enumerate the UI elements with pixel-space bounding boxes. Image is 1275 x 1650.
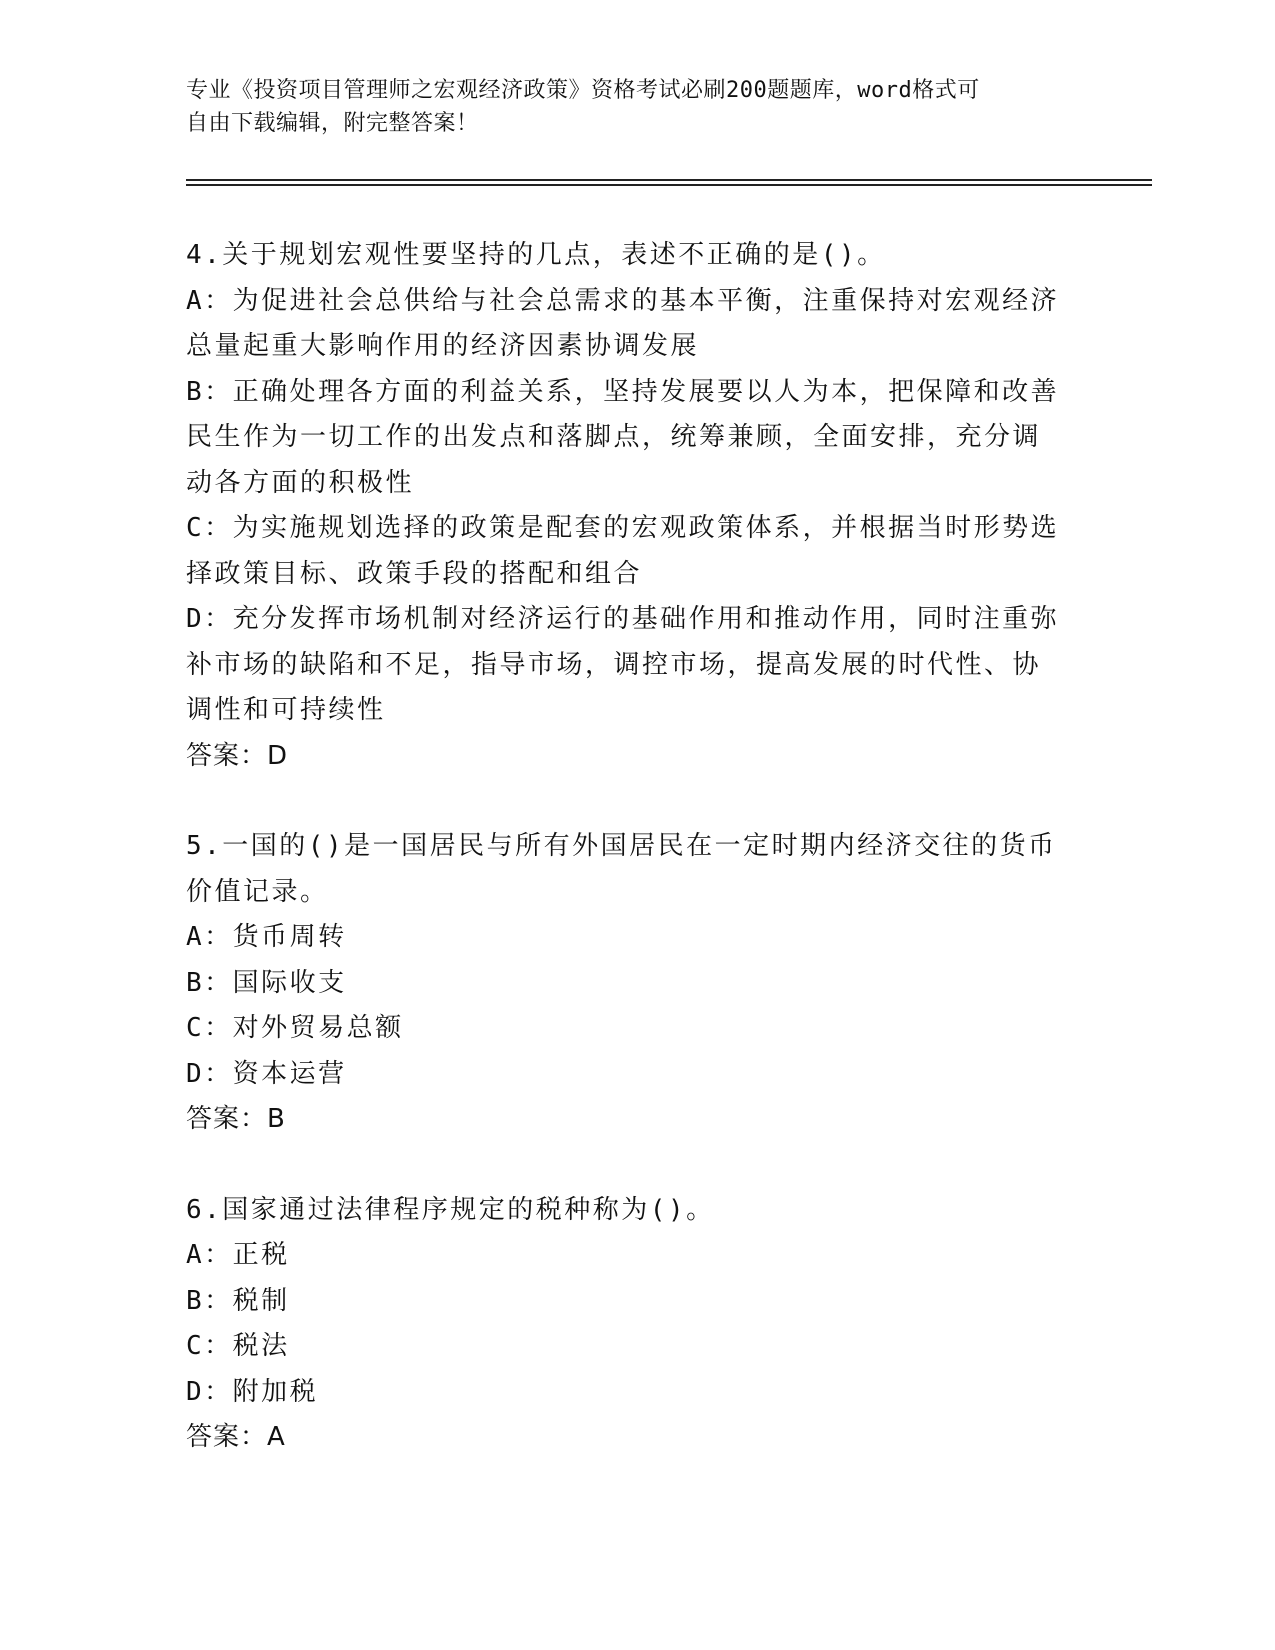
option-line: D：资本运营 [186, 1058, 347, 1089]
question-block [186, 233, 1086, 779]
option-line: D：充分发挥市场机制对经济运行的基础作用和推动作用，同时注重弥 [186, 604, 1060, 634]
question-block [186, 1188, 1086, 1461]
question-list [186, 233, 1086, 1461]
header-line-2: 自由下载编辑，附完整答案！ [186, 111, 479, 136]
option-line: A：货币周转 [186, 922, 347, 952]
header-divider-bottom [186, 184, 1152, 186]
question-stem-line: 5.一国的()是一国居民与所有外国居民在一定时期内经济交往的货币 [186, 831, 1057, 861]
question-stem-line: 价值记录。 [186, 876, 329, 907]
option-line: 择政策目标、政策手段的搭配和组合 [186, 558, 643, 589]
option-line: B：税制 [186, 1285, 290, 1316]
option-line: C：税法 [186, 1331, 290, 1361]
option-line: B：正确处理各方面的利益关系，坚持发展要以人为本，把保障和改善 [186, 376, 1060, 407]
option-line: 补市场的缺陷和不足，指导市场，调控市场，提高发展的时代性、协 [186, 649, 1042, 680]
option-line: A：正税 [186, 1240, 290, 1270]
answer-line: 答案：D [186, 740, 289, 771]
option-line: 调性和可持续性 [186, 695, 386, 725]
option-line: B：国际收支 [186, 967, 347, 998]
option-line: C：为实施规划选择的政策是配套的宏观政策体系，并根据当时形势选 [186, 513, 1060, 543]
question-block [186, 824, 1086, 1143]
option-line: A：为促进社会总供给与社会总需求的基本平衡，注重保持对宏观经济 [186, 285, 1060, 316]
option-line: 动各方面的积极性 [186, 467, 415, 498]
header-divider-top [186, 179, 1152, 181]
option-line: C：对外贸易总额 [186, 1013, 404, 1043]
option-line: D：附加税 [186, 1376, 319, 1407]
option-line: 民生作为一切工作的出发点和落脚点，统筹兼顾，全面安排，充分调 [186, 422, 1042, 452]
answer-line: 答案：B [186, 1104, 286, 1134]
question-stem-line: 6.国家通过法律程序规定的税种称为()。 [186, 1194, 715, 1225]
answer-line: 答案：A [186, 1422, 286, 1452]
header-line-1: 专业《投资项目管理师之宏观经济政策》资格考试必刷200题题库，word格式可 [186, 78, 980, 103]
document-header [186, 74, 1066, 140]
option-line: 总量起重大影响作用的经济因素协调发展 [186, 331, 700, 361]
question-stem-line: 4.关于规划宏观性要坚持的几点，表述不正确的是()。 [186, 240, 886, 270]
